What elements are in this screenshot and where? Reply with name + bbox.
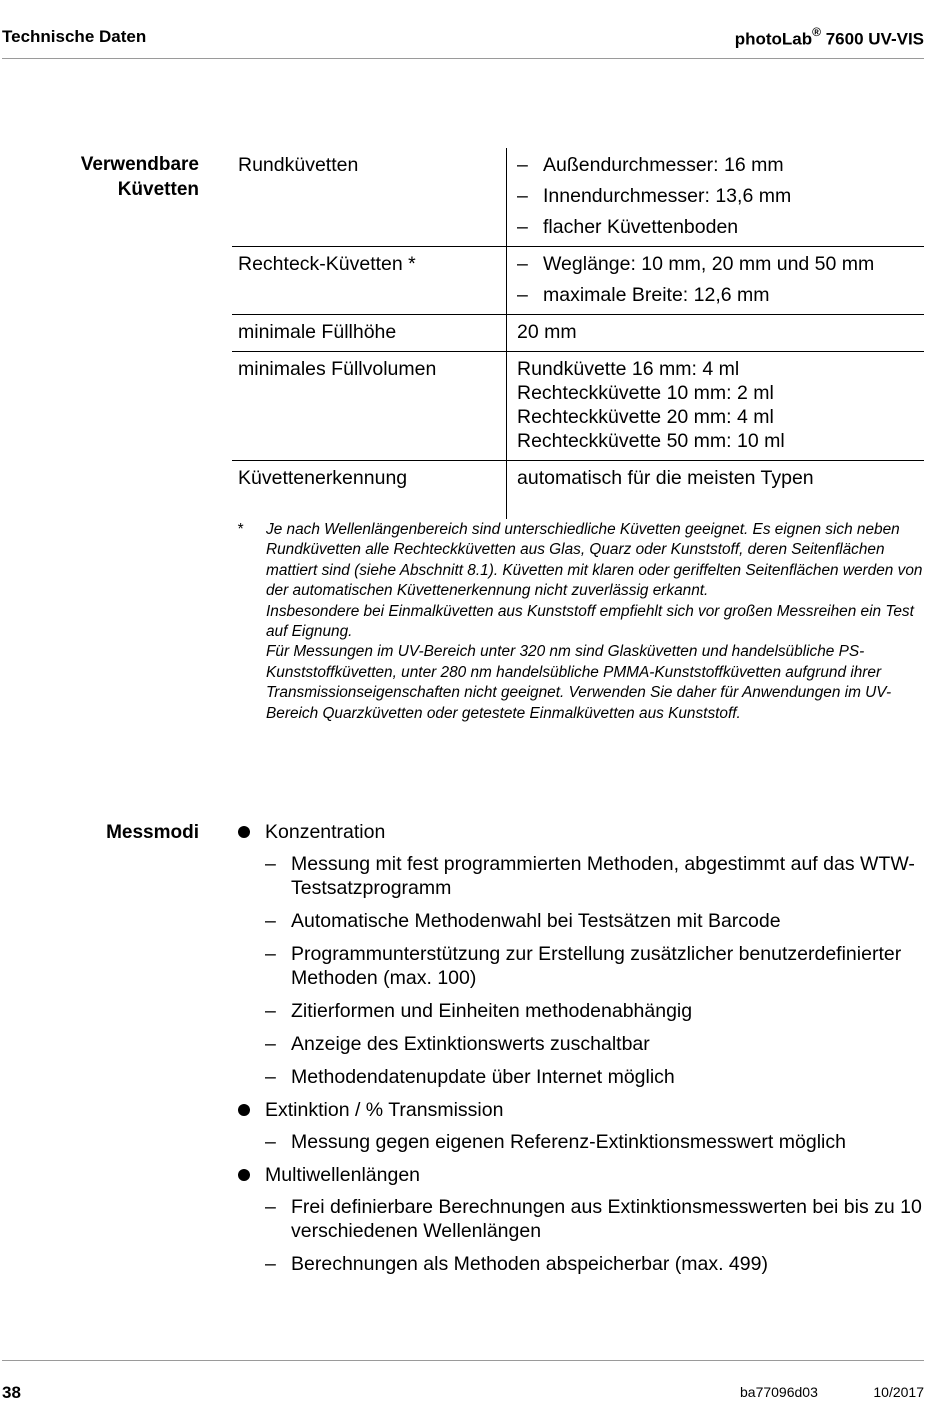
list-item: – Methodendatenupdate über Internet möglich <box>265 1066 675 1088</box>
dash-mark: – <box>517 154 528 176</box>
list-item: Extinktion / % Transmission <box>238 1098 928 1122</box>
list-item: – Berechnungen als Methoden abspeicherbar (max. 499) <box>265 1253 768 1275</box>
cuvettes-label-line2: Küvetten <box>117 179 199 200</box>
dash-mark: – <box>265 910 276 932</box>
page-footer <box>2 1383 924 1403</box>
product-name: photoLab <box>734 29 813 49</box>
row-key: Rechteck-Küvetten * <box>232 247 507 315</box>
list-item: – Messung gegen eigenen Referenz-Extinktionsmesswert möglich <box>265 1131 846 1153</box>
bullet-icon <box>238 1098 265 1122</box>
dash-mark: – <box>265 853 276 875</box>
list-item: – flacher Küvettenboden <box>517 216 739 238</box>
list-item: Multiwellenlängen <box>238 1163 928 1187</box>
list-item: – Messung mit fest programmierten Methoden, abgestimmt auf das WTW-Testsatzprogramm <box>265 853 915 899</box>
row-key: Küvettenerkennung <box>232 461 507 520</box>
dash-mark: – <box>517 284 528 306</box>
doc-code: ba77096d03 <box>740 1384 818 1400</box>
list-item: – Innendurchmesser: 13,6 mm <box>517 185 792 207</box>
list-item: – Frei definierbare Berechnungen aus Extinktionsmesswerten bei bis zu 10 verschiedenen Wellenlängen <box>265 1196 922 1242</box>
list-item: Konzentration <box>238 820 928 844</box>
doc-date: 10/2017 <box>873 1384 924 1400</box>
registered-mark: ® <box>812 25 821 39</box>
cuvettes-label-line1: Verwendbare <box>80 154 199 175</box>
dash-mark: – <box>265 1253 276 1275</box>
row-key: minimale Füllhöhe <box>232 315 507 352</box>
table-row <box>232 352 924 461</box>
bullet-icon <box>238 1163 265 1187</box>
row-value: Rundküvette 16 mm: 4 ml Rechteckküvette 10 mm: 2 ml Rechteckküvette 20 mm: 4 ml Rechteckküvette 50 mm: 10 ml <box>507 352 925 461</box>
page-header <box>2 27 924 51</box>
footnote-marker: * <box>237 521 243 538</box>
footer-rule <box>2 1360 924 1361</box>
row-value: 20 mm <box>507 315 925 352</box>
cuvette-spec-table <box>232 148 924 519</box>
dash-mark: – <box>517 253 528 275</box>
row-key: Rundküvetten <box>238 154 359 176</box>
section-title: Technische Daten <box>2 27 147 46</box>
modes-section-label: Messmodi <box>106 822 199 843</box>
table-row <box>232 315 924 352</box>
dash-mark: – <box>265 943 276 965</box>
modes-list <box>238 820 928 1285</box>
list-item: – Außendurchmesser: 16 mm <box>517 154 784 176</box>
table-row <box>232 461 924 520</box>
list-item: – Weglänge: 10 mm, 20 mm und 50 mm <box>517 253 875 275</box>
product-title <box>735 27 924 50</box>
list-item: – Zitierformen und Einheiten methodenabhängig <box>265 1000 693 1022</box>
dash-mark: – <box>265 1000 276 1022</box>
footnote <box>237 520 927 724</box>
list-item: – maximale Breite: 12,6 mm <box>517 284 770 306</box>
row-value: automatisch für die meisten Typen <box>507 461 925 520</box>
table-row <box>232 148 924 247</box>
dash-mark: – <box>265 1066 276 1088</box>
cuvettes-section-label <box>0 152 199 202</box>
footnote-paragraph: Je nach Wellenlängenbereich sind unterschiedliche Küvetten geeignet. Es eignen sich neben Rundküvetten alle Rechteckküvetten aus Glas, Quarz oder Kunststoff, deren Seitenflächen mattiert sind (siehe Abschnitt 8.1). Küvetten mit klaren oder geriffelten Seitenflächen werden von der automatischen Küvettenerkennung nicht zuverlässig erkannt. <box>266 521 923 600</box>
product-model: 7600 UV-VIS <box>825 29 924 49</box>
table-row <box>232 247 924 315</box>
dash-mark: – <box>265 1033 276 1055</box>
list-item: – Anzeige des Extinktionswerts zuschaltbar <box>265 1033 650 1055</box>
footnote-paragraph: Für Messungen im UV-Bereich unter 320 nm sind Glasküvetten und handelsübliche PS-Kunststoffküvetten, unter 280 nm handelsübliche PMMA-Kunststoffküvetten aufgrund ihrer Transmissionseigenschaften nicht geeignet. Verwenden Sie daher für Anwendungen im UV-Bereich Quarzküvetten oder getestete Einmalküvetten aus Kunststoff. <box>266 643 892 722</box>
row-value <box>507 148 925 247</box>
dash-mark: – <box>517 185 528 207</box>
list-item: – Automatische Methodenwahl bei Testsätzen mit Barcode <box>265 910 781 932</box>
dash-mark: – <box>517 216 528 238</box>
page-number: 38 <box>2 1383 21 1402</box>
bullet-icon <box>238 820 265 844</box>
row-value <box>507 247 925 315</box>
footnote-paragraph: Insbesondere bei Einmalküvetten aus Kunststoff empfiehlt sich vor großen Messreihen ein Test auf Eignung. <box>266 602 914 641</box>
row-key: minimales Füllvolumen <box>232 352 507 461</box>
dash-mark: – <box>265 1131 276 1153</box>
header-rule <box>2 58 924 59</box>
list-item: – Programmunterstützung zur Erstellung zusätzlicher benutzerdefinierter Methoden (max. 100) <box>265 943 902 989</box>
dash-mark: – <box>265 1196 276 1218</box>
